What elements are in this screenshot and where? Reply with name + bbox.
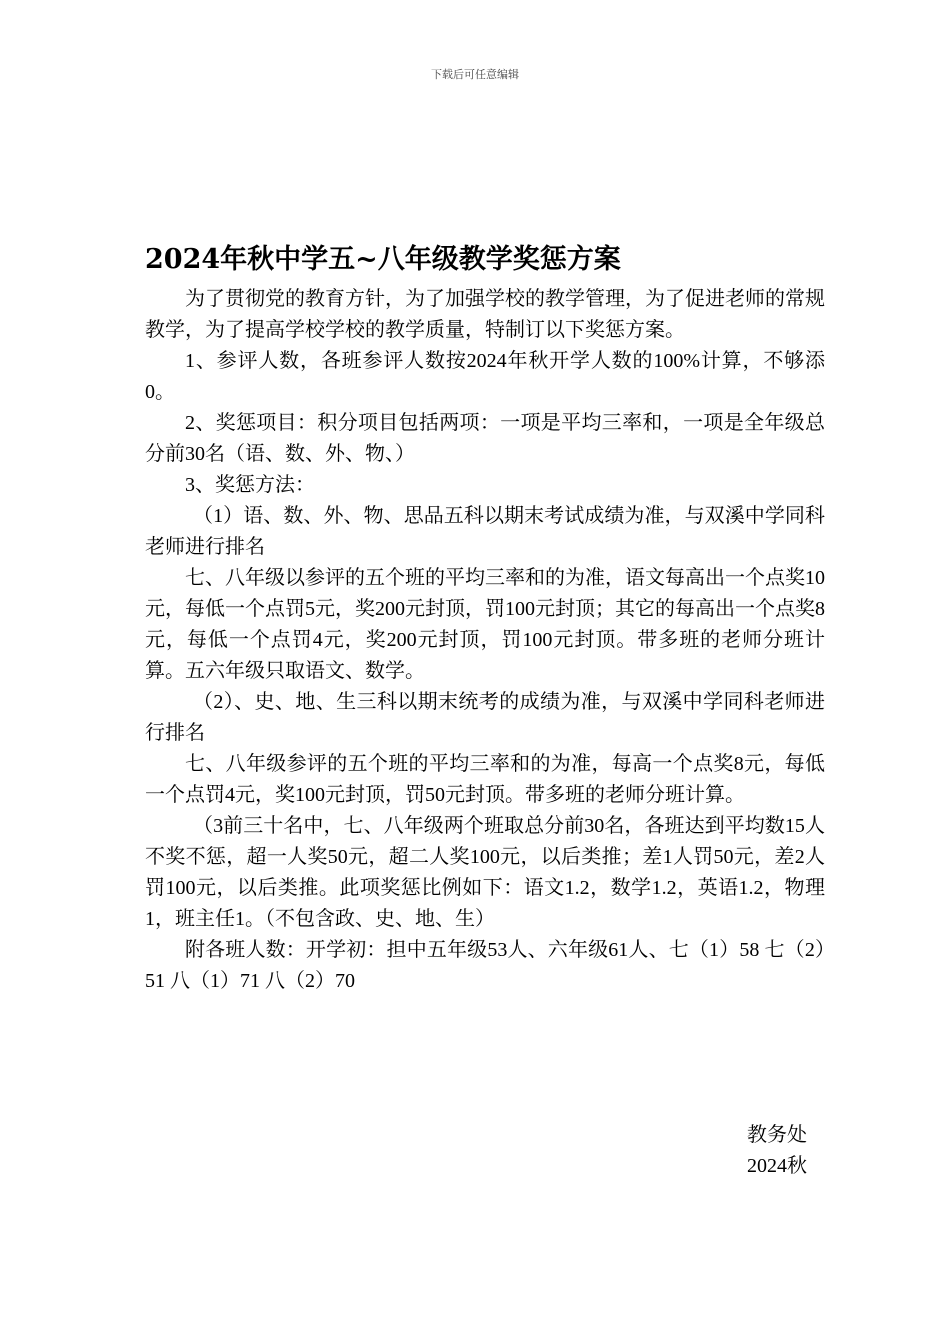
paragraph-method-2: （2）、史、地、生三科以期末统考的成绩为准，与双溪中学同科老师进行排名 (145, 691, 825, 744)
paragraph-method-2-detail: 七、八年级参评的五个班的平均三率和的为准，每高一个点奖8元，每低一个点罚4元，奖100元封顶，罚50元封顶。带多班的老师分班计算。 (145, 753, 825, 806)
document-body (145, 240, 825, 997)
signature-date: 2024秋 (747, 1155, 807, 1177)
document-title: 2024年秋中学五~八年级教学奖惩方案 (145, 244, 621, 275)
paragraph-method-1: （1）语、数、外、物、思品五科以期末考试成绩为准，与双溪中学同科老师进行排名 (145, 505, 825, 558)
paragraph-method-1-detail: 七、八年级以参评的五个班的平均三率和的为准，语文每高出一个点奖10元，每低一个点罚5元，奖200元封顶，罚100元封顶；其它的每高出一个点奖8元，每低一个点罚4元，奖200元封顶，罚100元封顶。带多班的老师分班计算。五六年级只取语文、数学。 (145, 567, 825, 682)
signature-office: 教务处 (747, 1124, 807, 1146)
paragraph-items: 2、奖惩项目：积分项目包括两项：一项是平均三率和，一项是全年级总分前30名（语、数、外、物、） (145, 412, 825, 465)
paragraph-class-counts: 附各班人数：开学初：担中五年级53人、六年级61人、七（1）58 七（2）51 八（1）71 八（2）70 (145, 939, 825, 992)
header-note: 下载后可任意编辑 (431, 68, 519, 81)
paragraph-participants: 1、参评人数，各班参评人数按2024年秋开学人数的100%计算，不够添0。 (145, 350, 825, 403)
paragraph-methods-heading: 3、奖惩方法： (185, 474, 315, 496)
paragraph-intro: 为了贯彻党的教育方针，为了加强学校的教学管理，为了促进老师的常规教学，为了提高学校学校的教学质量，特制订以下奖惩方案。 (145, 288, 825, 341)
paragraph-method-3: （3前三十名中，七、八年级两个班取总分前30名，各班达到平均数15人不奖不惩，超一人奖50元，超二人奖100元，以后类推；差1人罚50元，差2人罚100元，以后类推。此项奖惩比例如下：语文1.2，数学1.2，英语1.2，物理1，班主任1。（不包含政、史、地、生） (145, 815, 825, 930)
